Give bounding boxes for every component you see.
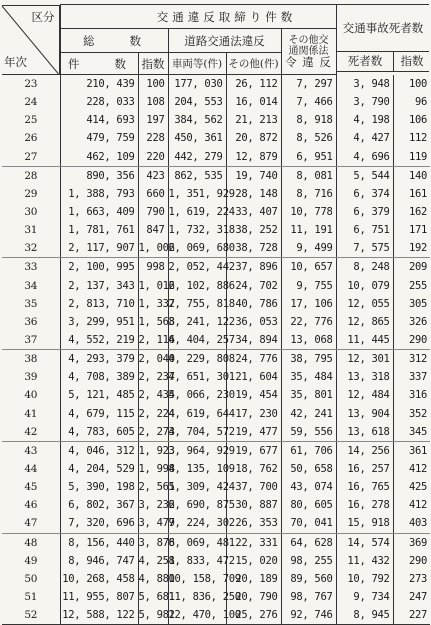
year-cell: 43 — [2, 441, 60, 460]
table-row — [2, 405, 430, 423]
others-cell: 33, 407 — [226, 203, 281, 221]
index-cell: 228 — [138, 129, 168, 147]
deaths-cell: 6, 374 — [336, 185, 393, 203]
col-others-heading: その他(件) — [226, 53, 281, 75]
other-law-cell: 8, 918 — [281, 111, 336, 129]
deaths-index-cell: 412 — [408, 463, 428, 476]
vehicles-cell: 10, 158, 709 — [168, 570, 226, 588]
vehicles-cell: 204, 553 — [168, 93, 226, 111]
table-row — [2, 258, 430, 277]
vehicles-cell: 12, 470, 100 — [168, 606, 226, 625]
year-cell: 25 — [2, 111, 60, 129]
index-cell: 4, 880 — [138, 570, 168, 588]
deaths-index-cell: 425 — [408, 481, 428, 494]
others-cell: 16, 014 — [226, 93, 281, 111]
index-cell: 1, 923 — [138, 441, 168, 460]
table-row — [2, 93, 430, 111]
table-row — [2, 441, 430, 460]
index-cell: 5, 982 — [138, 606, 168, 625]
other-law-cell: 9, 755 — [281, 277, 336, 295]
year-cell: 28 — [2, 166, 60, 185]
deaths-cell: 13, 904 — [336, 405, 393, 423]
deaths-cell: 6, 379 — [336, 203, 393, 221]
total-cell: 3, 299, 951 — [60, 313, 138, 331]
header-corner-cell — [2, 5, 60, 75]
table-row — [2, 478, 430, 496]
index-cell: 847 — [138, 221, 168, 239]
total-cell: 1, 663, 409 — [60, 203, 138, 221]
vehicles-cell: 2, 755, 818 — [168, 295, 226, 313]
year-cell: 24 — [2, 93, 60, 111]
deaths-index-cell: 96 — [415, 96, 428, 109]
deaths-cell: 16, 278 — [336, 496, 393, 514]
total-cell: 7, 320, 696 — [60, 514, 138, 533]
deaths-cell: 12, 055 — [336, 295, 393, 313]
total-cell: 479, 759 — [60, 129, 138, 147]
deaths-cell: 11, 445 — [336, 331, 393, 350]
others-cell: 26, 353 — [226, 514, 281, 533]
total-cell: 11, 955, 807 — [60, 588, 138, 606]
table-row — [2, 588, 430, 606]
other-law-cell: 10, 657 — [281, 258, 336, 277]
deaths-index-cell: 162 — [408, 206, 428, 219]
other-law-cell: 92, 746 — [281, 606, 336, 625]
deaths-index-cell: 112 — [408, 132, 428, 145]
year-cell: 33 — [2, 258, 60, 277]
total-cell: 12, 588, 122 — [60, 606, 138, 625]
total-cell: 228, 033 — [60, 93, 138, 111]
vehicles-cell: 862, 535 — [168, 166, 226, 185]
other-law-cell: 8, 716 — [281, 185, 336, 203]
total-cell: 4, 679, 115 — [60, 405, 138, 423]
vehicles-cell: 6, 690, 875 — [168, 496, 226, 514]
year-cell: 46 — [2, 496, 60, 514]
traffic-violation-table — [2, 4, 430, 625]
vehicles-cell: 8, 833, 472 — [168, 552, 226, 570]
year-cell: 52 — [2, 606, 60, 625]
table-row — [2, 533, 430, 552]
year-cell: 26 — [2, 129, 60, 147]
total-cell: 2, 117, 907 — [60, 239, 138, 258]
col-vehicles-heading: 車両等(件) — [168, 53, 226, 75]
deaths-index-cell: 161 — [408, 187, 428, 200]
year-cell: 38 — [2, 350, 60, 369]
deaths-index-cell: 403 — [393, 514, 430, 533]
index-cell: 2, 040 — [138, 350, 168, 369]
deaths-cell: 5, 544 — [336, 166, 393, 185]
other-law-cell: 35, 801 — [281, 386, 336, 404]
table-row — [2, 166, 430, 185]
year-cell: 37 — [2, 331, 60, 350]
total-cell: 6, 802, 367 — [60, 496, 138, 514]
deaths-index-cell: 412 — [408, 499, 428, 512]
violations-group-heading: 交通違反取締り件数 — [60, 5, 393, 29]
total-cell: 4, 708, 389 — [60, 368, 138, 386]
index-cell: 2, 237 — [138, 368, 168, 386]
others-cell: 38, 252 — [226, 221, 281, 239]
year-cell: 51 — [2, 588, 60, 606]
vehicles-cell: 4, 404, 257 — [168, 331, 226, 350]
vehicles-cell: 4, 229, 808 — [168, 350, 226, 369]
total-cell: 2, 813, 710 — [60, 295, 138, 313]
table-row — [2, 111, 430, 129]
deaths-cell: 12, 865 — [336, 313, 393, 331]
total-cell: 5, 121, 485 — [60, 386, 138, 404]
other-law-cell: 35, 484 — [281, 368, 336, 386]
other-law-cell: 22, 776 — [281, 313, 336, 331]
year-cell: 32 — [2, 239, 60, 258]
table-row — [2, 570, 430, 588]
others-cell: 22, 331 — [226, 533, 281, 552]
vehicles-cell: 1, 732, 318 — [168, 221, 226, 239]
index-cell: 3, 479 — [138, 514, 168, 533]
deaths-index-cell: 369 — [408, 536, 428, 549]
table-row — [2, 313, 430, 331]
table-row — [2, 460, 430, 478]
deaths-cell: 15, 918 — [336, 514, 393, 533]
other-law-cell: 17, 106 — [281, 295, 336, 313]
vehicles-cell: 4, 704, 572 — [168, 423, 226, 442]
deaths-cell: 4, 696 — [336, 148, 393, 167]
others-cell: 26, 112 — [226, 75, 281, 94]
index-cell: 3, 876 — [138, 533, 168, 552]
deaths-cell: 16, 765 — [336, 478, 393, 496]
deaths-index-cell: 290 — [408, 554, 428, 567]
total-group-heading: 総 数 — [60, 29, 168, 53]
others-cell: 19, 677 — [226, 441, 281, 460]
year-cell: 29 — [2, 185, 60, 203]
others-cell: 30, 887 — [226, 496, 281, 514]
other-law-cell: 50, 658 — [281, 460, 336, 478]
others-cell: 18, 762 — [226, 460, 281, 478]
table-row — [2, 203, 430, 221]
year-cell: 34 — [2, 277, 60, 295]
deaths-index-cell: 290 — [393, 331, 430, 350]
deaths-index-cell: 273 — [408, 572, 428, 585]
index-cell: 3, 232 — [138, 496, 168, 514]
deaths-cell: 7, 575 — [336, 239, 393, 258]
others-cell: 37, 896 — [226, 258, 281, 277]
others-cell: 37, 700 — [226, 478, 281, 496]
total-cell: 4, 552, 219 — [60, 331, 138, 350]
table-row — [2, 221, 430, 239]
deaths-cell: 14, 574 — [336, 533, 393, 552]
vehicles-cell: 384, 562 — [168, 111, 226, 129]
total-cell: 8, 156, 440 — [60, 533, 138, 552]
total-cell: 210, 439 — [60, 75, 138, 94]
table-row — [2, 423, 430, 442]
table-row — [2, 496, 430, 514]
table-row — [2, 239, 430, 258]
year-cell: 27 — [2, 148, 60, 167]
other-law-cell: 10, 778 — [281, 203, 336, 221]
others-cell: 20, 189 — [226, 570, 281, 588]
year-cell: 40 — [2, 386, 60, 404]
other-law-cell: 38, 795 — [281, 350, 336, 369]
year-cell: 49 — [2, 552, 60, 570]
deaths-index-cell: 106 — [408, 114, 428, 127]
deaths-index-cell: 100 — [408, 77, 428, 90]
corner-top-label: 区分 — [31, 9, 55, 24]
year-cell: 35 — [2, 295, 60, 313]
index-cell: 1, 016 — [138, 277, 168, 295]
deaths-index-cell: 247 — [408, 591, 428, 603]
others-cell: 24, 776 — [226, 350, 281, 369]
others-cell: 40, 786 — [226, 295, 281, 313]
other-law-cell: 7, 466 — [281, 93, 336, 111]
total-cell: 1, 781, 761 — [60, 221, 138, 239]
deaths-index-cell: 337 — [408, 371, 428, 384]
vehicles-cell: 177, 030 — [168, 75, 226, 94]
vehicles-cell: 7, 224, 302 — [168, 514, 226, 533]
others-cell: 21, 213 — [226, 111, 281, 129]
index-cell: 790 — [138, 203, 168, 221]
other-law-cell: 98, 767 — [281, 588, 336, 606]
vehicles-cell: 3, 241, 122 — [168, 313, 226, 331]
other-law-cell: 9, 499 — [281, 239, 336, 258]
index-cell: 5, 681 — [138, 588, 168, 606]
vehicles-cell: 5, 309, 424 — [168, 478, 226, 496]
others-cell: 15, 020 — [226, 552, 281, 570]
vehicles-cell: 2, 102, 886 — [168, 277, 226, 295]
vehicles-cell: 8, 069, 481 — [168, 533, 226, 552]
year-cell: 42 — [2, 423, 60, 442]
table-row — [2, 331, 430, 350]
deaths-cell: 6, 751 — [336, 221, 393, 239]
fatalities-header — [336, 4, 429, 72]
others-cell: 24, 702 — [226, 277, 281, 295]
deaths-index-cell: 119 — [393, 148, 430, 167]
col-deaths-index-heading: 指数 — [400, 54, 424, 68]
col-deaths-heading: 死者数 — [337, 51, 394, 72]
index-cell: 423 — [138, 166, 168, 185]
table-row — [2, 295, 430, 313]
other-law-cell: 42, 241 — [281, 405, 336, 423]
other-law-cell: 43, 074 — [281, 478, 336, 496]
deaths-cell: 8, 248 — [336, 258, 393, 277]
year-cell: 36 — [2, 313, 60, 331]
other-law-cell: 6, 951 — [281, 148, 336, 167]
table-row — [2, 350, 430, 369]
other-law-cell: 8, 081 — [281, 166, 336, 185]
table-row — [2, 185, 430, 203]
table-row — [2, 129, 430, 147]
index-cell: 197 — [138, 111, 168, 129]
total-cell: 414, 693 — [60, 111, 138, 129]
table-row — [2, 386, 430, 404]
year-cell: 47 — [2, 514, 60, 533]
others-cell: 25, 276 — [226, 606, 281, 625]
other-law-cell: 70, 041 — [281, 514, 336, 533]
total-cell: 4, 046, 312 — [60, 441, 138, 460]
index-cell: 220 — [138, 148, 168, 167]
year-cell: 48 — [2, 533, 60, 552]
total-cell: 8, 946, 747 — [60, 552, 138, 570]
other-law-cell: 13, 068 — [281, 331, 336, 350]
index-cell: 1, 006 — [138, 239, 168, 258]
other-law-cell: 7, 297 — [281, 75, 336, 94]
index-cell: 108 — [138, 93, 168, 111]
others-cell: 17, 230 — [226, 405, 281, 423]
other-law-cell: 8, 526 — [281, 129, 336, 147]
year-cell: 44 — [2, 460, 60, 478]
deaths-cell: 16, 257 — [336, 460, 393, 478]
index-cell: 2, 561 — [138, 478, 168, 496]
index-cell: 998 — [138, 258, 168, 277]
deaths-index-cell: 140 — [408, 169, 428, 182]
others-cell: 20, 872 — [226, 129, 281, 147]
vehicles-cell: 5, 066, 230 — [168, 386, 226, 404]
deaths-index-cell: 345 — [393, 423, 430, 442]
index-cell: 2, 434 — [138, 386, 168, 404]
table-row — [2, 148, 430, 167]
table-row — [2, 75, 430, 94]
table-row — [2, 552, 430, 570]
deaths-index-cell: 361 — [408, 444, 428, 457]
others-cell: 20, 790 — [226, 588, 281, 606]
index-cell: 2, 116 — [138, 331, 168, 350]
index-cell: 2, 273 — [138, 423, 168, 442]
index-cell: 660 — [138, 185, 168, 203]
vehicles-cell: 4, 651, 301 — [168, 368, 226, 386]
table-row — [2, 606, 430, 625]
year-cell: 41 — [2, 405, 60, 423]
deaths-cell: 4, 198 — [336, 111, 393, 129]
others-cell: 19, 454 — [226, 386, 281, 404]
year-cell: 23 — [2, 75, 60, 94]
total-cell: 890, 356 — [60, 166, 138, 185]
vehicles-cell: 3, 964, 929 — [168, 441, 226, 460]
total-cell: 4, 204, 529 — [60, 460, 138, 478]
vehicles-cell: 4, 619, 644 — [168, 405, 226, 423]
vehicles-cell: 450, 361 — [168, 129, 226, 147]
deaths-cell: 10, 079 — [336, 277, 393, 295]
others-cell: 36, 053 — [226, 313, 281, 331]
others-cell: 12, 879 — [226, 148, 281, 167]
year-cell: 30 — [2, 203, 60, 221]
fatalities-group-label: 交通事故死者数 — [337, 5, 429, 52]
year-cell: 39 — [2, 368, 60, 386]
others-cell: 38, 728 — [226, 239, 281, 258]
deaths-cell: 10, 792 — [336, 570, 393, 588]
total-cell: 2, 137, 343 — [60, 277, 138, 295]
deaths-index-cell: 352 — [408, 407, 428, 420]
deaths-index-cell: 255 — [408, 279, 428, 292]
deaths-cell: 12, 484 — [336, 386, 393, 404]
others-cell: 28, 148 — [226, 185, 281, 203]
vehicles-cell: 1, 619, 224 — [168, 203, 226, 221]
deaths-cell: 3, 948 — [336, 75, 393, 94]
deaths-index-cell: 171 — [408, 224, 428, 237]
index-cell: 100 — [138, 75, 168, 94]
index-cell: 1, 337 — [138, 295, 168, 313]
deaths-index-cell: 227 — [393, 606, 430, 625]
deaths-index-cell: 305 — [408, 297, 428, 310]
other-law-cell: 11, 191 — [281, 221, 336, 239]
deaths-index-cell: 326 — [408, 315, 428, 328]
vehicles-cell: 1, 351, 929 — [168, 185, 226, 203]
vehicles-cell: 11, 836, 250 — [168, 588, 226, 606]
other-law-cell: 59, 556 — [281, 423, 336, 442]
other-law-cell: 80, 605 — [281, 496, 336, 514]
deaths-cell: 3, 790 — [336, 93, 393, 111]
others-cell: 19, 740 — [226, 166, 281, 185]
year-cell: 50 — [2, 570, 60, 588]
total-cell: 1, 388, 793 — [60, 185, 138, 203]
vehicles-cell: 2, 069, 680 — [168, 239, 226, 258]
table-body — [2, 75, 430, 625]
deaths-cell: 9, 734 — [336, 588, 393, 606]
table-row — [2, 514, 430, 533]
others-cell: 34, 894 — [226, 331, 281, 350]
table-row — [2, 277, 430, 295]
index-cell: 4, 251 — [138, 552, 168, 570]
road-law-group-heading: 道路交通法違反 — [168, 29, 281, 53]
deaths-cell: 4, 427 — [336, 129, 393, 147]
vehicles-cell: 2, 052, 442 — [168, 258, 226, 277]
col-count-heading: 件 数 — [60, 53, 138, 75]
table-row — [2, 368, 430, 386]
other-law-heading-line-1: その他交 — [288, 35, 329, 46]
total-cell: 5, 390, 198 — [60, 478, 138, 496]
other-law-cell: 61, 706 — [281, 441, 336, 460]
other-law-heading-line-2: 通関係法 — [288, 46, 329, 57]
vehicles-cell: 4, 135, 109 — [168, 460, 226, 478]
other-law-heading — [281, 29, 336, 75]
other-law-cell: 64, 628 — [281, 533, 336, 552]
other-law-cell: 89, 560 — [281, 570, 336, 588]
deaths-cell: 14, 256 — [336, 441, 393, 460]
deaths-cell: 11, 432 — [336, 552, 393, 570]
others-cell: 21, 604 — [226, 368, 281, 386]
deaths-cell: 13, 318 — [336, 368, 393, 386]
col-index-heading: 指数 — [138, 53, 168, 75]
deaths-index-cell: 316 — [408, 389, 428, 402]
index-cell: 1, 568 — [138, 313, 168, 331]
deaths-index-cell: 312 — [408, 353, 428, 366]
deaths-cell: 8, 945 — [336, 606, 393, 625]
total-cell: 462, 109 — [60, 148, 138, 167]
corner-bottom-label: 年次 — [4, 54, 27, 69]
other-law-cell: 98, 255 — [281, 552, 336, 570]
deaths-cell: 12, 301 — [336, 350, 393, 369]
deaths-cell: 13, 618 — [336, 423, 393, 442]
total-cell: 4, 783, 605 — [60, 423, 138, 442]
total-cell: 10, 268, 458 — [60, 570, 138, 588]
year-cell: 45 — [2, 478, 60, 496]
deaths-index-cell: 192 — [393, 239, 430, 258]
total-cell: 4, 293, 379 — [60, 350, 138, 369]
index-cell: 2, 224 — [138, 405, 168, 423]
other-law-heading-line-3: 令 違 反 — [285, 55, 332, 69]
others-cell: 19, 477 — [226, 423, 281, 442]
total-cell: 2, 100, 995 — [60, 258, 138, 277]
deaths-index-cell: 209 — [408, 261, 428, 274]
vehicles-cell: 442, 279 — [168, 148, 226, 167]
index-cell: 1, 998 — [138, 460, 168, 478]
year-cell: 31 — [2, 221, 60, 239]
